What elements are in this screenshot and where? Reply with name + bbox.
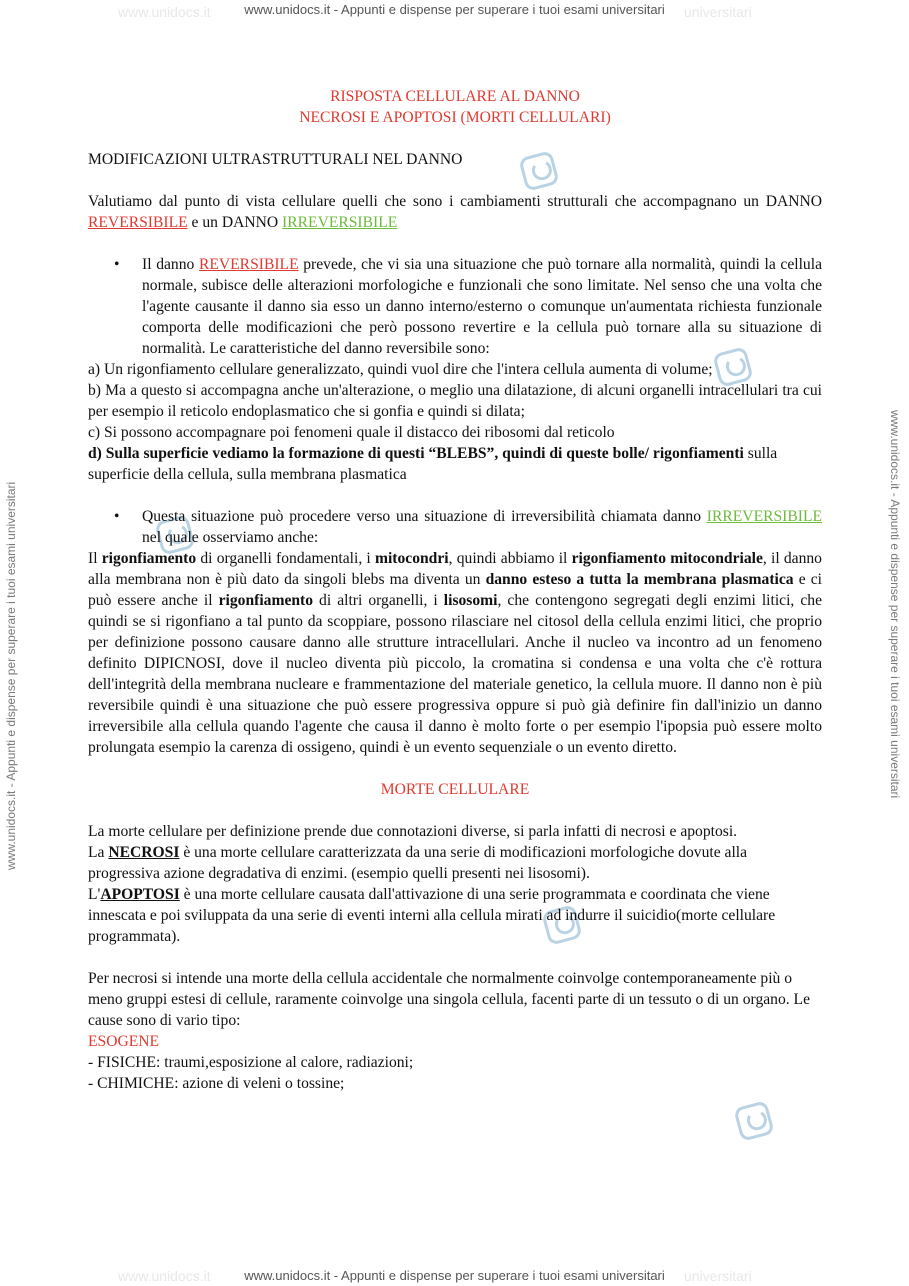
term-apoptosi: APOPTOSI [100, 886, 180, 903]
bullet-icon: • [114, 256, 120, 273]
term-reversibile: REVERSIBILE [198, 256, 299, 273]
bullet-irreversibile: • Questa situazione può procedere verso una situazione di irreversibilità chiamata danno IRREVERSIBILE nel quale osserviamo anche: [114, 508, 822, 546]
intro-paragraph: Valutiamo dal punto di vista cellulare quelli che sono i cambiamenti strutturali che accompagnano un DANNO REVERSIBILE e un DANNO IRREVERSIBILE [88, 193, 822, 231]
watermark-side-left: www.unidocs.it - Appunti e dispense per superare i tuoi esami universitari [4, 481, 18, 870]
paragraph-morte-intro: La morte cellulare per definizione prende due connotazioni diverse, si parla infatti di necrosi e apoptosi. [88, 823, 738, 840]
title-line-1: RISPOSTA CELLULARE AL DANNO [330, 88, 580, 105]
paragraph-necrosi: La NECROSI è una morte cellulare caratterizzata da una serie di modificazioni morfologiche dovute alla progressiva azione degradativa di enzimi. (esempio quelli presenti nei lisosomi). [88, 844, 748, 882]
cause-chimiche: - CHIMICHE: azione di veleni o tossine; [88, 1075, 345, 1092]
paragraph-necrosi-definizione: Per necrosi si intende una morte della cellula accidentale che normalmente coinvolge contemporaneamente più o meno gruppi estesi di cellule, raramente coinvolge una singola cellula, facenti parte di un tessuto o di un organo. Le cause sono di vario tipo: [88, 970, 811, 1029]
label-esogene: ESOGENE [88, 1033, 160, 1050]
unidocs-logo-icon [733, 1100, 775, 1142]
list-item-d: d) Sulla superficie vediamo la formazione di questi “BLEBS”, quindi di queste bolle/ rigonfiamenti sulla superficie della cellula, sulla membrana plasmatica [88, 445, 778, 483]
list-item-a: a) Un rigonfiamento cellulare generalizzato, quindi vuol dire che l'intera cellula aumenta di volume; [88, 361, 713, 378]
term-irreversibile: IRREVERSIBILE [282, 214, 398, 231]
bullet-icon: • [114, 508, 120, 525]
section-heading-modificazioni: MODIFICAZIONI ULTRASTRUTTURALI NEL DANNO [88, 151, 463, 168]
document-page [88, 86, 822, 1094]
watermark-faint-bottom-right: universitari [684, 1268, 752, 1284]
watermark-faint-right: universitari [684, 4, 752, 20]
bullet-reversibile: • Il danno REVERSIBILE prevede, che vi sia una situazione che può tornare alla normalità, quindi la cellula normale, subisce delle alterazioni morfologiche e funzionali che sono limitate. Nel senso che una volta che l'agente causante il danno sia esso un danno interno/esterno o comunque un'aumentata richiesta funzionale comporta delle modificazioni che però possono revertire e la cellula può tornare alla su situazione di normalità. Le caratteristiche del danno reversibile sono: [114, 256, 822, 357]
watermark-side-right: www.unidocs.it - Appunti e dispense per superare i tuoi esami universitari [888, 410, 902, 799]
list-item-c: c) Si possono accompagnare poi fenomeni quale il distacco dei ribosomi dal reticolo [88, 424, 615, 441]
title-line-2: NECROSI E APOPTOSI (MORTI CELLULARI) [299, 109, 611, 126]
watermark-faint-left: www.unidocs.it [118, 4, 211, 20]
term-irreversibile: IRREVERSIBILE [706, 508, 822, 525]
section-heading-morte-cellulare: MORTE CELLULARE [380, 781, 530, 798]
term-reversibile: REVERSIBILE [88, 214, 188, 231]
paragraph-danno-irreversibile: Il rigonfiamento di organelli fondamentali, i mitocondri, quindi abbiamo il rigonfiamento mitocondriale, il danno alla membrana non è più dato da singoli blebs ma diventa un danno esteso a tutta la membrana plasmatica e ci può essere anche il rigonfiamento di altri organelli, i lisosomi, che contengono segregati degli enzimi litici, che quindi se si rigonfiano a tal punto da scoppiare, possono rilasciare nel citosol della cellula enzimi litici, che proprio per definizione possono causare danno alle strutture intracellulari. Anche il nucleo va incontro ad un fenomeno definito DIPICNOSI, dove il nucleo diventa più piccolo, la cromatina si condensa e una volta che c'è rottura dell'integrità della membrana nucleare e frammentazione del materiale genetico, la cellula muore. Il danno non è più reversibile quindi è una situazione che può essere progressiva oppure si può già definire fin dall'inizio un danno irreversibile alla cellula quando l'agente che causa il danno è molto forte o per esempio l'ipopsia può essere molto prolungata esempio la carenza di ossigeno, quindi è un evento sequenziale o un evento diretto. [88, 550, 822, 756]
watermark-bottom: www.unidocs.it - Appunti e dispense per superare i tuoi esami universitari [244, 1268, 665, 1283]
paragraph-apoptosi: L'APOPTOSI è una morte cellulare causata dall'attivazione di una serie programmata e coordinata che viene innescata e poi sviluppata da una serie di eventi interni alla cellula mirati ad indurre il suicidio(morte cellulare programmata). [88, 886, 776, 945]
list-item-b: b) Ma a questo si accompagna anche un'alterazione, o meglio una dilatazione, di alcuni organelli intracellulari tra cui per esempio il reticolo endoplasmatico che si gonfia e quindi si dilata; [88, 382, 822, 420]
cause-fisiche: - FISICHE: traumi,esposizione al calore, radiazioni; [88, 1054, 414, 1071]
term-necrosi: NECROSI [108, 844, 180, 861]
watermark-top: www.unidocs.it - Appunti e dispense per superare i tuoi esami universitari [244, 2, 665, 17]
watermark-faint-bottom-left: www.unidocs.it [118, 1268, 211, 1284]
